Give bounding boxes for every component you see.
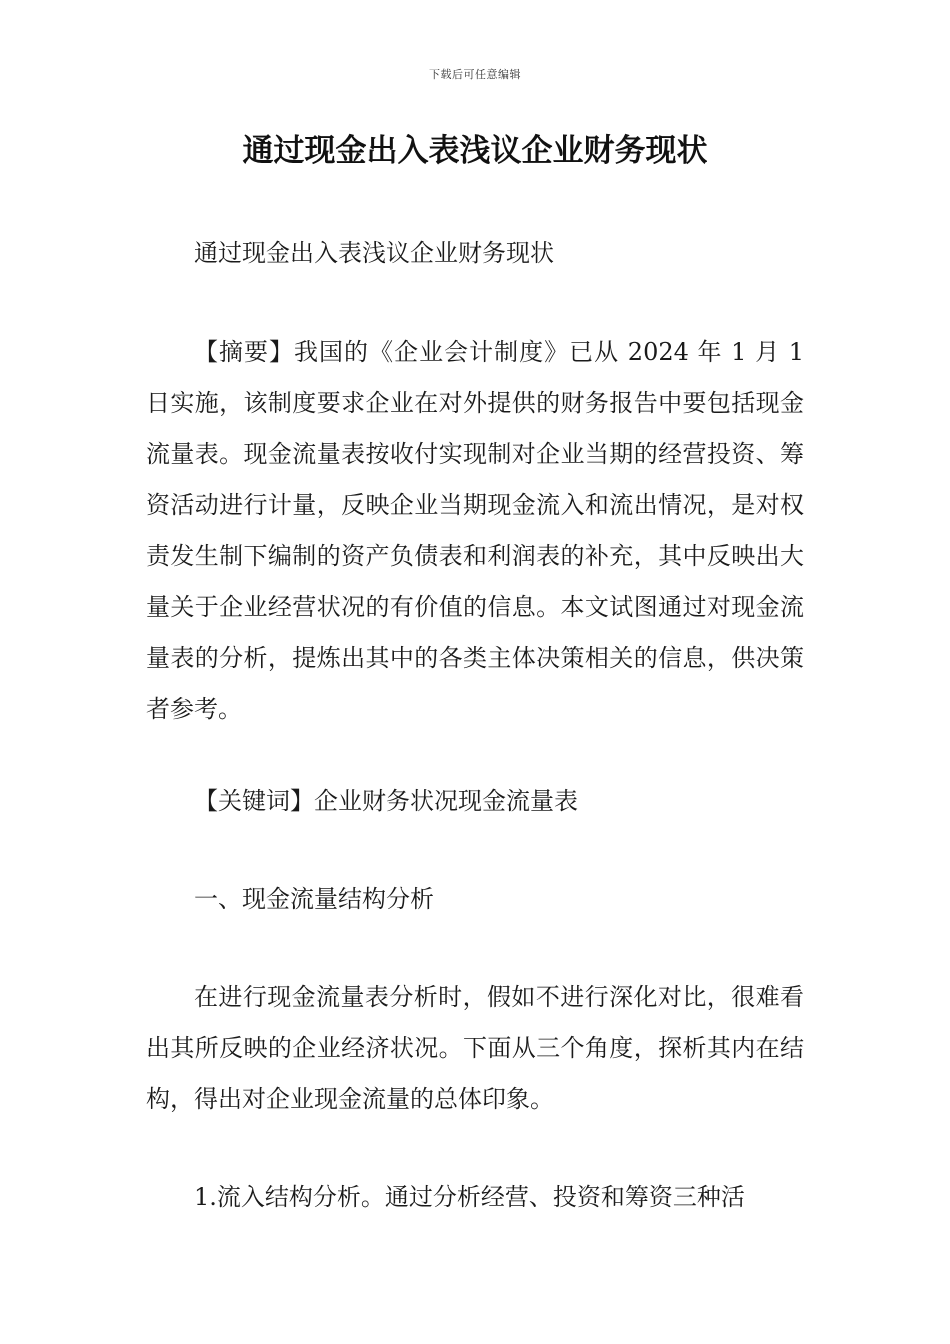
paragraph: 通过现金出入表浅议企业财务现状 (194, 239, 554, 267)
keywords-paragraph (146, 776, 804, 827)
header-note: 下载后可任意编辑 (429, 68, 521, 81)
abstract-paragraph (146, 327, 804, 735)
section-heading (146, 874, 804, 925)
subtitle-paragraph (146, 228, 804, 279)
paragraph: 在进行现金流量表分析时，假如不进行深化对比，很难看出其所反映的企业经济状况。下面从三个角度，探析其内在结构，得出对企业现金流量的总体印象。 (146, 983, 804, 1113)
body-paragraph (146, 972, 804, 1125)
body-paragraph (146, 1172, 804, 1223)
paragraph: 【摘要】我国的《企业会计制度》已从 2024 年 1 月 1 日实施，该制度要求企业在对外提供的财务报告中要包括现金流量表。现金流量表按收付实现制对企业当期的经营投资、筹资活动进行计量，反映企业当期现金流入和流出情况，是对权责发生制下编制的资产负债表和利润表的补充，其中反映出大量关于企业经营状况的有价值的信息。本文试图通过对现金流量表的分析，提炼出其中的各类主体决策相关的信息，供决策者参考。 (146, 338, 804, 723)
paragraph: 1.流入结构分析。通过分析经营、投资和筹资三种活 (194, 1183, 745, 1211)
paragraph: 一、现金流量结构分析 (194, 885, 434, 913)
document-title: 通过现金出入表浅议企业财务现状 (242, 133, 708, 169)
paragraph: 【关键词】企业财务状况现金流量表 (194, 787, 578, 815)
